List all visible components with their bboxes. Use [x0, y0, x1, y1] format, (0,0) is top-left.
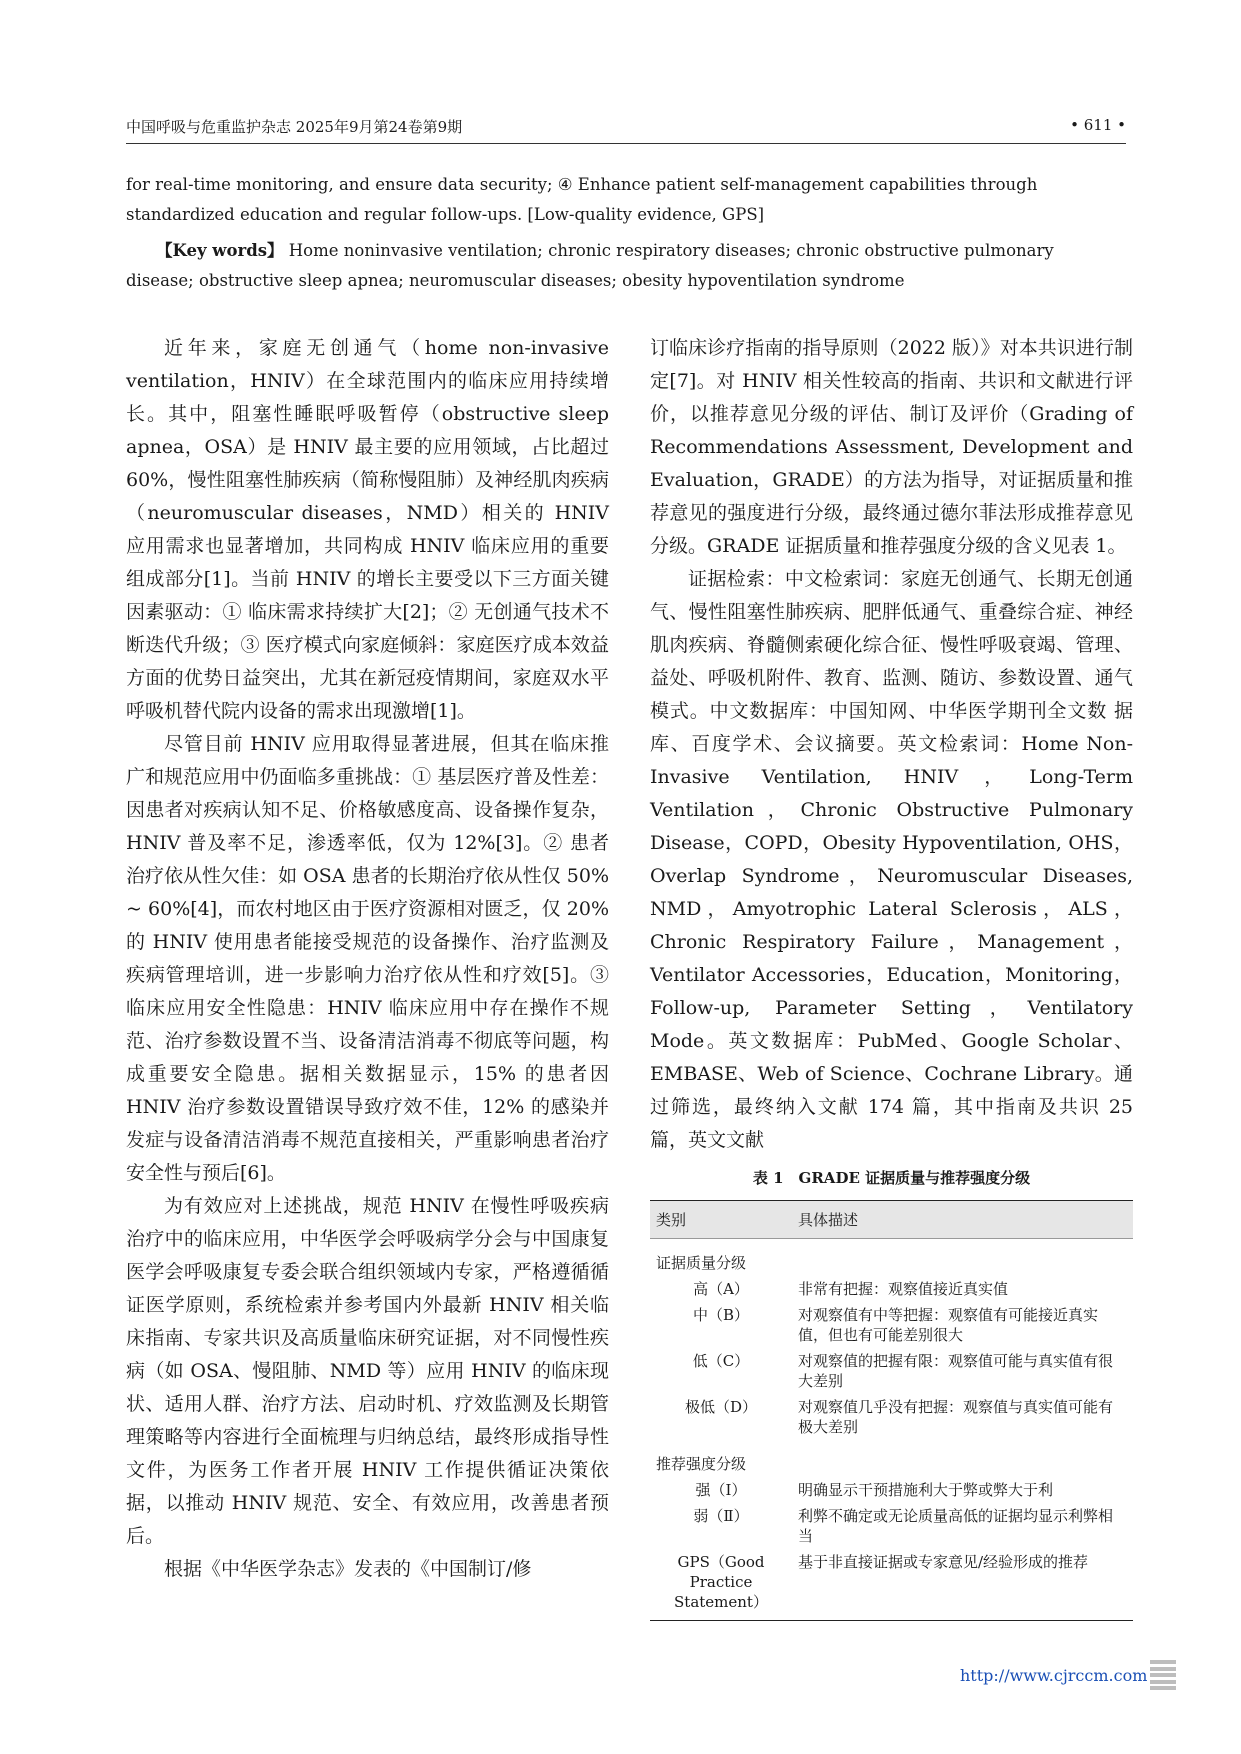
paragraph-purpose: 为有效应对上述挑战，规范 HNIV 在慢性呼吸疾病治疗中的临床应用，中华医学会呼吸病学分会与中国康复医学会呼吸康复专委会联合组织领域内专家，严格遵循循证医学原则，系统检索并参考国内外最新 HNIV 相关临床指南、专家共识及高质量临床研究证据，对不同慢性疾病（如 OSA、慢阻肺、NMD 等）应用 HNIV 的临床现状、适用人群、治疗方法、启动时机、疗效监测及长期管理策略等内容进行全面梳理与归纳总结，最终形成指导性文件，为医务工作者开展 HNIV 工作提供循证决策依据，以推动 HNIV 规范、安全、有效应用，改善患者预后。: [126, 1195, 609, 1547]
row-desc: 基于非直接证据或专家意见/经验形成的推荐: [792, 1549, 1133, 1621]
english-abstract: [126, 170, 1126, 296]
section-quality: 证据质量分级: [656, 1254, 747, 1272]
row-desc: 利弊不确定或无论质量高低的证据均显示利弊相当: [798, 1507, 1114, 1545]
table-row: [650, 1394, 1133, 1440]
grade-table: [650, 1200, 1133, 1621]
table-section-row: [650, 1239, 1133, 1277]
keywords-label: 【Key words】: [156, 241, 284, 260]
row-label: 低（C）: [692, 1352, 750, 1370]
table-header-row: [650, 1201, 1133, 1239]
table-row: [650, 1477, 1133, 1503]
row-label: 中（B）: [692, 1306, 750, 1324]
keywords-text: Home noninvasive ventilation; chronic respiratory diseases; chronic obstructive pulmonary disease; obstructive sleep apnea; neuromuscular diseases; obesity hypoventilation syndrome: [126, 241, 1054, 290]
table-row: [650, 1503, 1133, 1549]
paragraph-method-start: 根据《中华医学杂志》发表的《中国制订/修: [164, 1558, 532, 1580]
table-header-category: 类别: [650, 1201, 792, 1239]
row-desc: 对观察值有中等把握：观察值有可能接近真实值，但也有可能差别很大: [798, 1306, 1099, 1344]
header-divider: [126, 143, 1126, 144]
running-header: [126, 116, 1126, 142]
paragraph-intro: 近年来，家庭无创通气（home non-invasive ventilation，HNIV）在全球范围内的临床应用持续增长。其中，阻塞性睡眠呼吸暂停（obstructive sleep apnea，OSA）是 HNIV 最主要的应用领域，占比超过 60%，慢性阻塞性肺疾病（简称慢阻肺）及神经肌肉疾病（neuromuscular diseases，NMD）相关的 HNIV 应用需求也显著增加，共同构成 HNIV 临床应用的重要组成部分[1]。当前 HNIV 的增长主要受以下三方面关键因素驱动：① 临床需求持续扩大[2]；② 无创通气技术不断迭代升级；③ 医疗模式向家庭倾斜：家庭医疗成本效益方面的优势日益突出，尤其在新冠疫情期间，家庭双水平呼吸机替代院内设备的需求出现激增[1]。: [126, 337, 609, 722]
paragraph-method-cont: 订临床诊疗指南的指导原则（2022 版）》对本共识进行制定[7]。对 HNIV 相关性较高的指南、共识和文献进行评价，以推荐意见分级的评估、制订及评价（Grading of Recommendations Assessment, Development and Evaluation，GRADE）的方法为指导，对证据质量和推荐意见的强度进行分级，最终通过德尔菲法形成推荐意见分级。GRADE 证据质量和推荐强度分级的含义见表 1。: [650, 337, 1133, 557]
row-desc: 对观察值的把握有限：观察值可能与真实值有很大差别: [798, 1352, 1114, 1390]
journal-logo-icon: [1150, 1660, 1176, 1690]
row-desc: 非常有把握：观察值接近真实值: [798, 1280, 1009, 1298]
left-column: [126, 332, 609, 1586]
page-number: • 611 •: [1070, 116, 1126, 134]
table-caption: 表 1 GRADE 证据质量与推荐强度分级: [752, 1169, 1031, 1187]
row-label: GPS（Good Practice Statement）: [650, 1549, 792, 1621]
row-desc: 对观察值几乎没有把握：观察值与真实值可能有极大差别: [798, 1398, 1114, 1436]
table-row: [650, 1276, 1133, 1302]
table-section-row: [650, 1440, 1133, 1477]
row-label: 高（A）: [693, 1280, 749, 1298]
row-label: 弱（Ⅱ）: [693, 1507, 749, 1525]
row-label: 强（Ⅰ）: [695, 1481, 747, 1499]
journal-url-link[interactable]: http://www.cjrccm.com: [960, 1666, 1148, 1685]
journal-issue: 中国呼吸与危重监护杂志 2025年9月第24卷第9期: [126, 118, 463, 136]
table-header-description: 具体描述: [792, 1201, 1133, 1239]
table-row: [650, 1302, 1133, 1348]
right-column: [650, 332, 1133, 1157]
table-row: [650, 1549, 1133, 1621]
row-desc: 明确显示干预措施利大于弊或弊大于利: [798, 1481, 1054, 1499]
paragraph-challenges: 尽管目前 HNIV 应用取得显著进展，但其在临床推广和规范应用中仍面临多重挑战：① 基层医疗普及性差：因患者对疾病认知不足、价格敏感度高、设备操作复杂，HNIV 普及率不足，渗透率低，仅为 12%[3]。② 患者治疗依从性欠佳：如 OSA 患者的长期治疗依从性仅 50% ~ 60%[4]，而农村地区由于医疗资源相对匮乏，仅 20% 的 HNIV 使用患者能接受规范的设备操作、治疗监测及疾病管理培训，进一步影响力治疗依从性和疗效[5]。③ 临床应用安全性隐患：HNIV 临床应用中存在操作不规范、治疗参数设置不当、设备清洁消毒不彻底等问题，构成重要安全隐患。据相关数据显示，15% 的患者因 HNIV 治疗参数设置错误导致疗效不佳，12% 的感染并发症与设备清洁消毒不规范直接相关，严重影响患者治疗安全性与预后[6]。: [126, 733, 609, 1184]
table-row: [650, 1348, 1133, 1394]
row-label: 极低（D）: [684, 1398, 758, 1416]
abstract-tail: for real-time monitoring, and ensure data security; ④ Enhance patient self-management capabilities through standardized education and regular follow-ups. [Low-quality evidence, GPS]: [126, 175, 1038, 224]
keywords: [126, 236, 1126, 296]
paragraph-search: 证据检索：中文检索词：家庭无创通气、长期无创通气、慢性阻塞性肺疾病、肥胖低通气、重叠综合症、神经肌肉疾病、脊髓侧索硬化综合征、慢性呼吸衰竭、管理、益处、呼吸机附件、教育、监测、随访、参数设置、通气模式。中文数据库：中国知网、中华医学期刊全文数 据库、百度学术、会议摘要。英文检索词：Home Non-Invasive Ventilation, HNIV，Long-Term Ventilation，Chronic Obstructive Pulmonary Disease，COPD，Obesity Hypoventilation, OHS，Overlap Syndrome，Neuromuscular Diseases, NMD，Amyotrophic Lateral Sclerosis，ALS，Chronic Respiratory Failure，Management，Ventilator Accessories，Education，Monitoring，Follow-up, Parameter Setting，Ventilatory Mode。英文数据库：PubMed、Google Scholar、EMBASE、Web of Science、Cochrane Library。通过筛选，最终纳入文献 174 篇，其中指南及共识 25 篇，英文文献: [650, 568, 1133, 1151]
section-strength: 推荐强度分级: [656, 1455, 747, 1473]
